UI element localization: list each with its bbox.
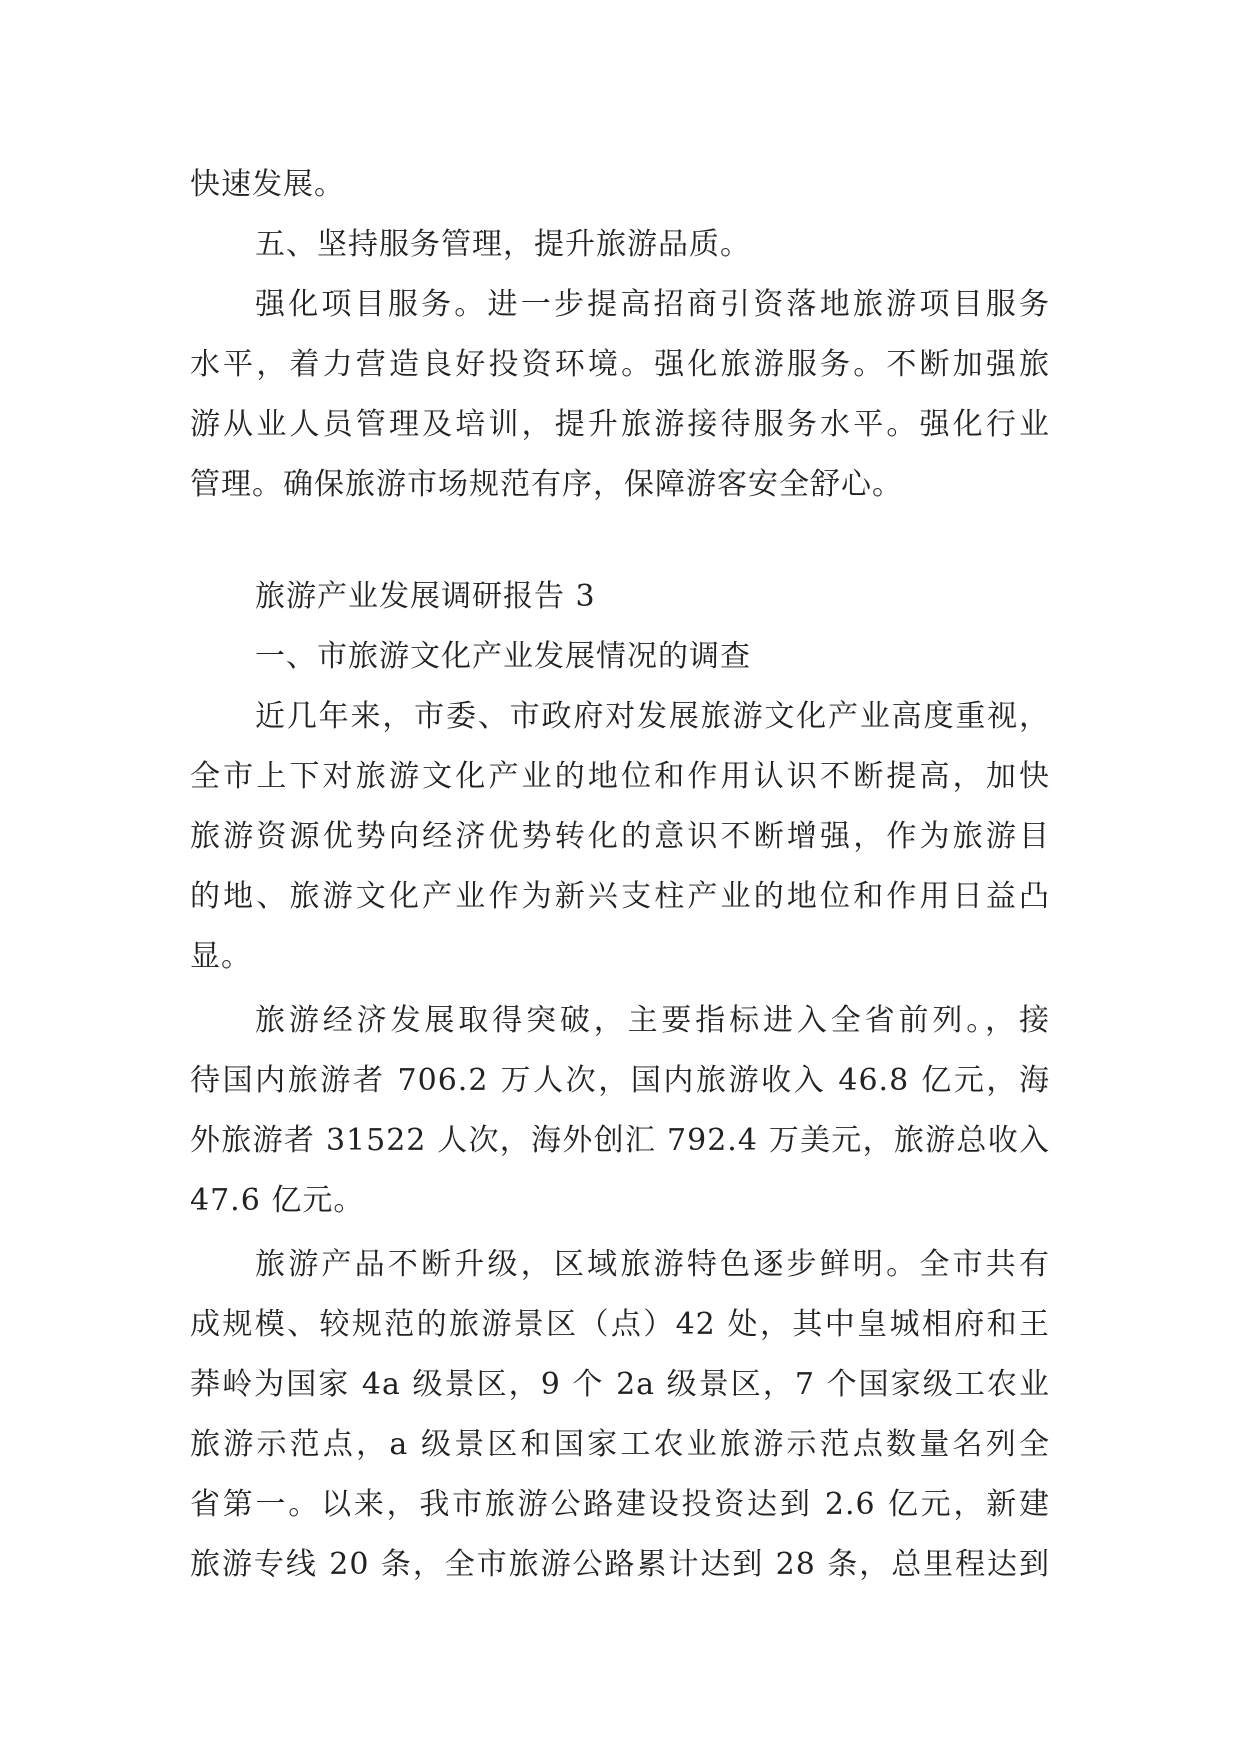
paragraph-line: 47.6 亿元。 [190,1183,365,1218]
blank-spacer [190,515,1050,567]
paragraph-line: 旅游产品不断升级，区域旅游特色逐步鲜明。全市共有 [255,1247,1050,1282]
paragraph-line: 旅游专线 20 条，全市旅游公路累计达到 28 条，总里程达到 [190,1547,1050,1582]
paragraph-line: 莽岭为国家 4a 级景区，9 个 2a 级景区，7 个国家级工农业 [190,1367,1050,1402]
paragraph-line: 外旅游者 31522 人次，海外创汇 792.4 万美元，旅游总收入 [190,1123,1050,1158]
paragraph-line: 快速发展。 [190,167,345,202]
paragraph-line: 强化项目服务。进一步提高招商引资落地旅游项目服务 [255,287,1050,322]
paragraph-line: 成规模、较规范的旅游景区（点）42 处，其中皇城相府和王 [190,1307,1050,1342]
paragraph-line: 旅游经济发展取得突破，主要指标进入全省前列。，接 [255,1003,1050,1038]
paragraph-line: 旅游资源优势向经济优势转化的意识不断增强，作为旅游目 [190,819,1050,854]
paragraph-line: 近几年来，市委、市政府对发展旅游文化产业高度重视， [255,699,1050,734]
paragraph-line: 待国内旅游者 706.2 万人次，国内旅游收入 46.8 亿元，海 [190,1063,1050,1098]
paragraph-line: 水平，着力营造良好投资环境。强化旅游服务。不断加强旅 [190,347,1050,382]
paragraph-line: 省第一。以来，我市旅游公路建设投资达到 2.6 亿元，新建 [190,1487,1050,1522]
paragraph-line: 全市上下对旅游文化产业的地位和作用认识不断提高，加快 [190,759,1050,794]
paragraph-line: 显。 [190,939,252,974]
section-heading: 一、市旅游文化产业发展情况的调查 [255,639,751,674]
report-title: 旅游产业发展调研报告 3 [255,579,596,614]
paragraph-line: 的地、旅游文化产业作为新兴支柱产业的地位和作用日益凸 [190,879,1050,914]
section-heading: 五、坚持服务管理，提升旅游品质。 [255,227,751,262]
document-body [190,155,1050,1595]
paragraph-line: 管理。确保旅游市场规范有序，保障游客安全舒心。 [190,467,903,502]
paragraph-line: 游从业人员管理及培训，提升旅游接待服务水平。强化行业 [190,407,1050,442]
paragraph-line: 旅游示范点，a 级景区和国家工农业旅游示范点数量名列全 [190,1427,1050,1462]
